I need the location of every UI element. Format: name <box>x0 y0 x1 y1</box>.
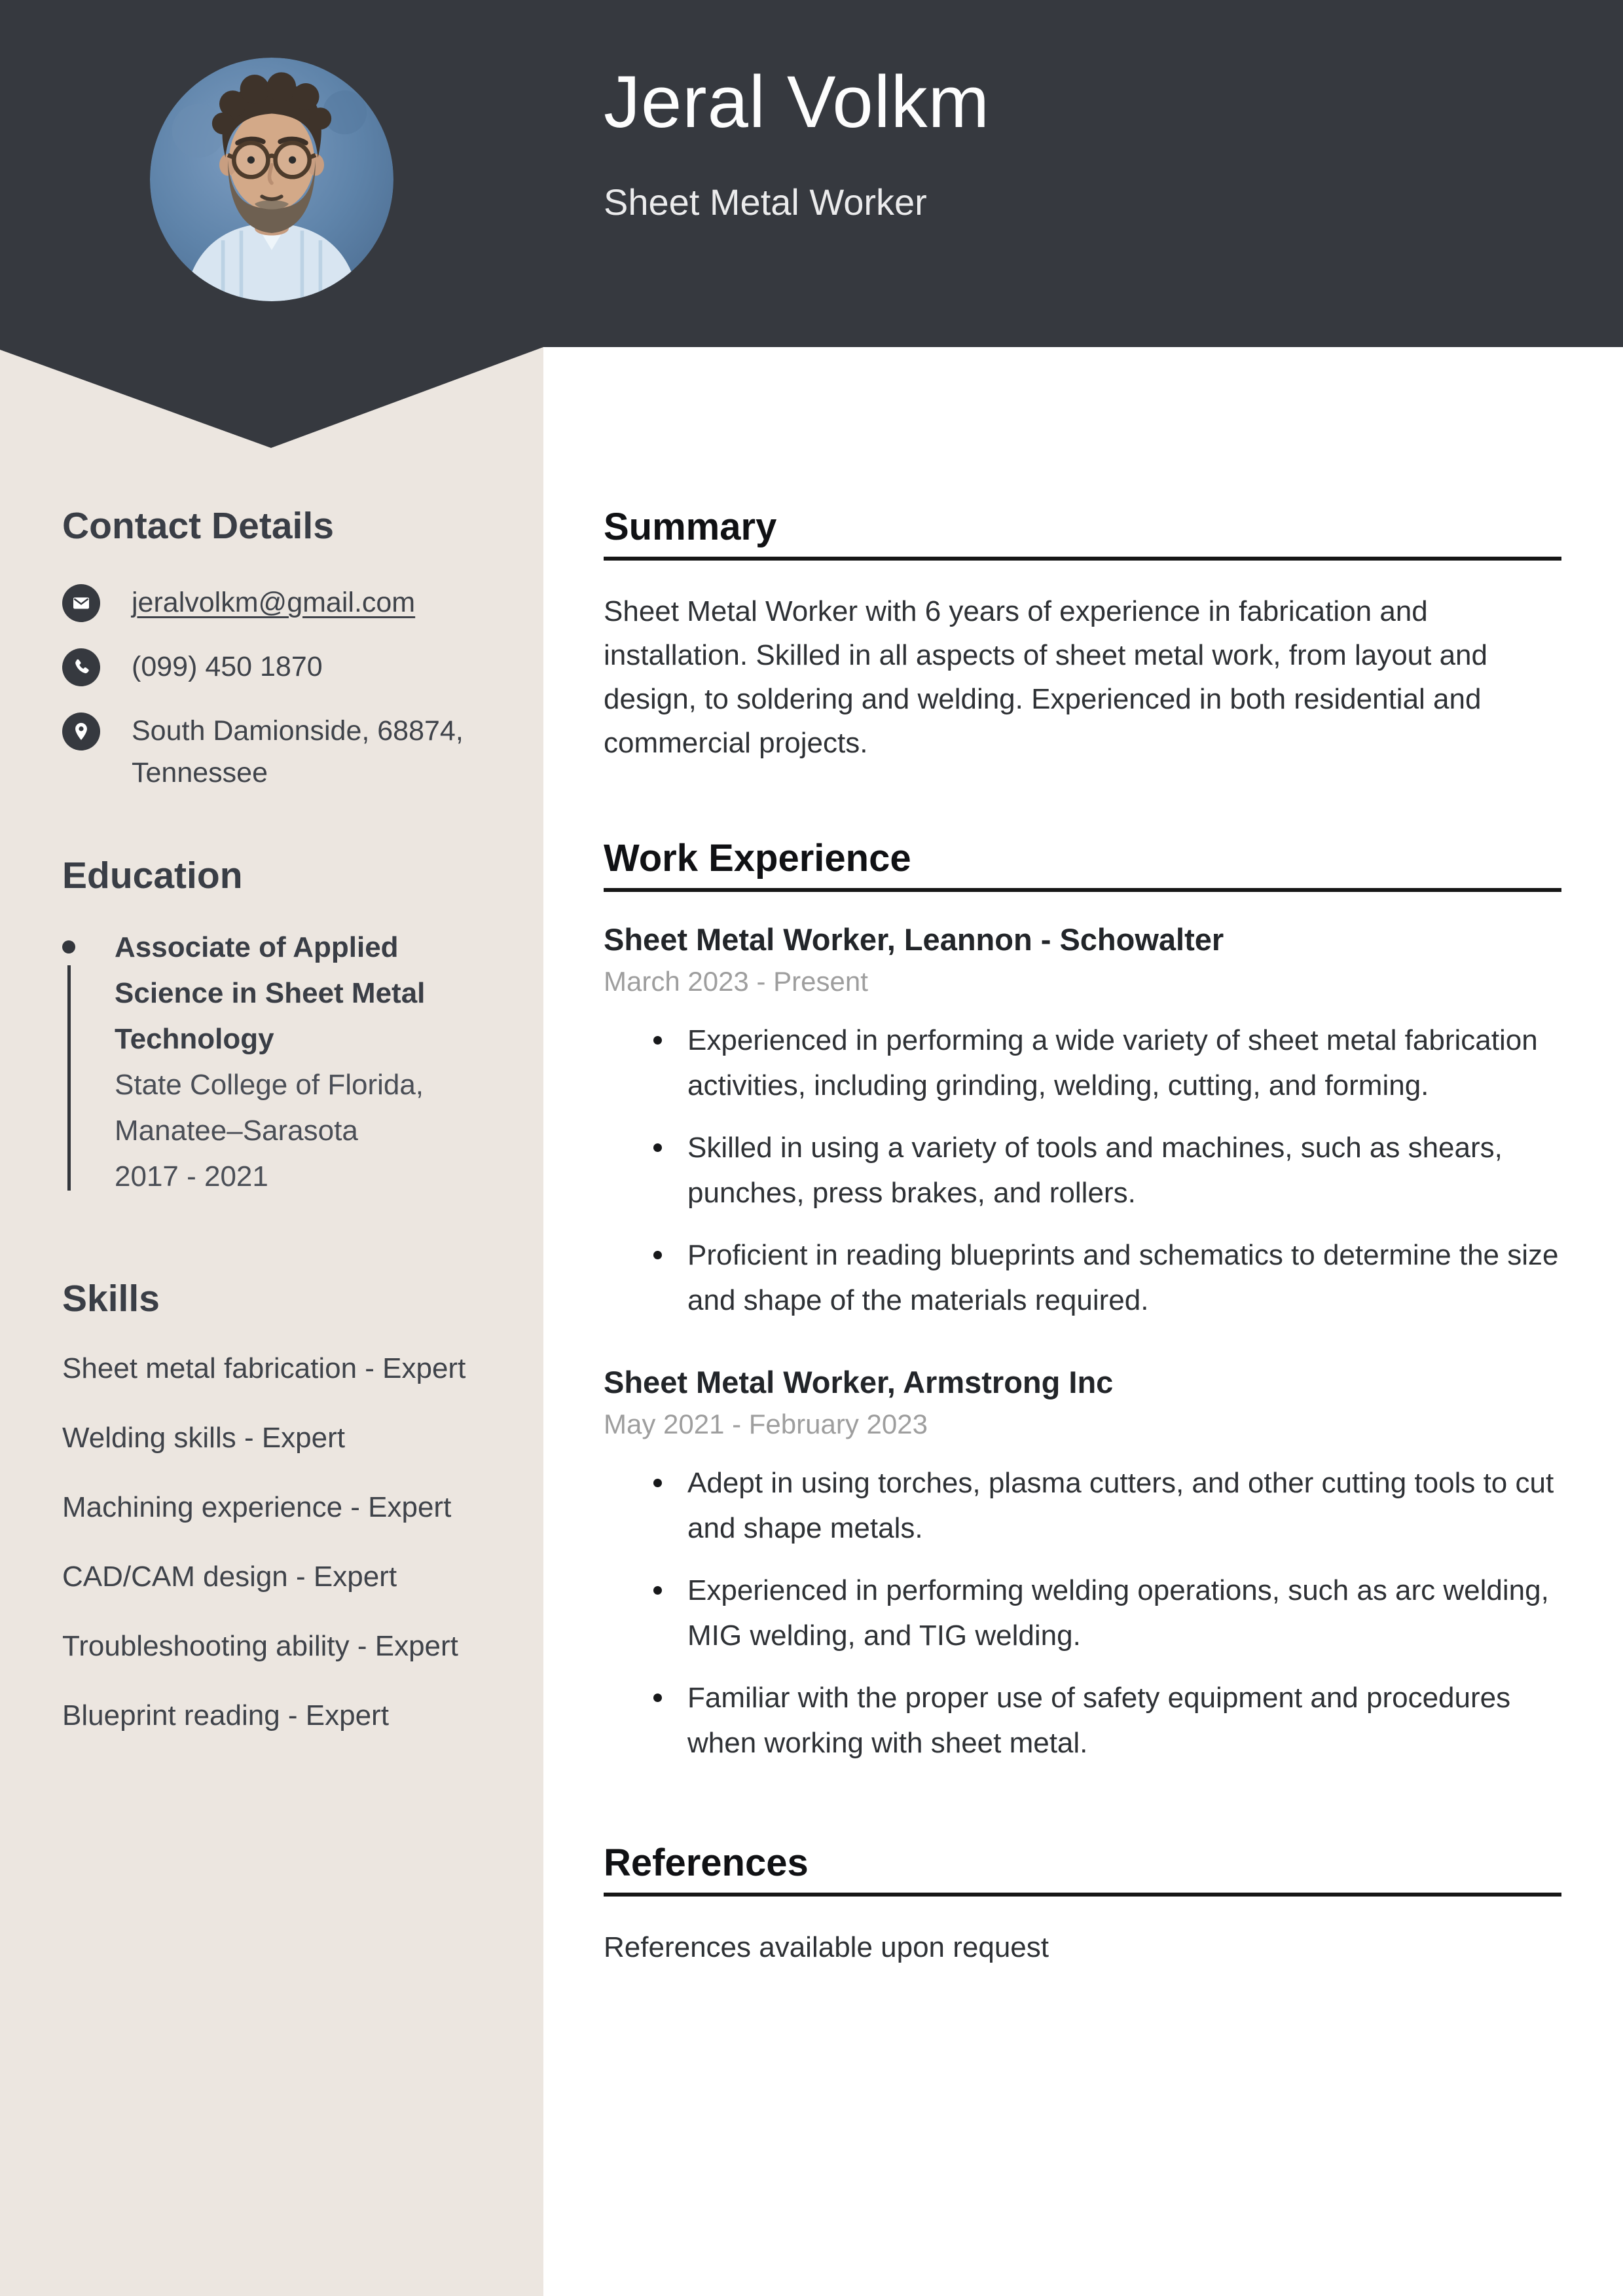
summary-text: Sheet Metal Worker with 6 years of experience in fabrication and installation. Skilled in all aspects of sheet metal work, from layout and design, to soldering and welding. Experienced in both residential and commercial projects. <box>604 595 1487 759</box>
jobs-list <box>604 921 1561 1766</box>
work-experience-section <box>604 837 1561 1766</box>
skill-item: Welding skills - Expert <box>62 1422 345 1454</box>
location-icon <box>62 713 100 750</box>
contact-row <box>62 646 505 688</box>
job-entry <box>604 921 1561 1323</box>
education-entry <box>62 925 505 1200</box>
sidebar-content <box>0 504 543 1763</box>
summary-section <box>604 506 1561 765</box>
contact-row <box>62 582 505 623</box>
skill-item: Blueprint reading - Expert <box>62 1699 389 1731</box>
skills-list <box>62 1346 505 1738</box>
phone-icon <box>62 648 100 686</box>
education-heading: Education <box>62 855 243 897</box>
references-text: References available upon request <box>604 1931 1049 1963</box>
job-bullets <box>604 1018 1561 1323</box>
contact-row <box>62 710 505 794</box>
contact-email-link[interactable]: jeralvolkm@gmail.com <box>132 587 416 618</box>
contact-section <box>62 504 505 794</box>
job-bullet-item: Adept in using torches, plasma cutters, and other cutting tools to cut and shape metals. <box>604 1460 1561 1551</box>
skill-item: Sheet metal fabrication - Expert <box>62 1352 466 1384</box>
references-heading: References <box>604 1842 1561 1897</box>
education-school: State College of Florida, Manatee–Sarasota <box>115 1069 424 1147</box>
job-title: Sheet Metal Worker, Armstrong Inc <box>604 1365 1114 1399</box>
person-job-title: Sheet Metal Worker <box>604 181 927 223</box>
email-icon <box>62 584 100 622</box>
skill-item: Machining experience - Expert <box>62 1491 452 1523</box>
portrait-illustration <box>150 58 393 301</box>
summary-heading: Summary <box>604 506 1561 561</box>
education-section <box>62 854 505 1200</box>
education-years: 2017 - 2021 <box>115 1160 268 1193</box>
job-bullet-item: Experienced in performing a wide variety of sheet metal fabrication activities, including grinding, welding, cutting, and forming. <box>604 1018 1561 1108</box>
skills-section <box>62 1277 505 1738</box>
contact-heading: Contact Details <box>62 505 334 547</box>
contact-list <box>62 582 505 794</box>
job-bullet-item: Proficient in reading blueprints and schematics to determine the size and shape of the materials required. <box>604 1232 1561 1323</box>
job-bullets <box>604 1460 1561 1766</box>
skills-heading: Skills <box>62 1278 160 1320</box>
contact-value: South Damionside, 68874, Tennessee <box>132 715 464 788</box>
person-name: Jeral Volkm <box>604 61 990 143</box>
job-dates: March 2023 - Present <box>604 966 868 997</box>
education-degree: Associate of Applied Science in Sheet Metal Technology <box>115 931 426 1055</box>
work-experience-heading: Work Experience <box>604 837 1561 892</box>
contact-value: (099) 450 1870 <box>132 651 323 682</box>
job-title: Sheet Metal Worker, Leannon - Schowalter <box>604 922 1224 957</box>
job-entry <box>604 1363 1561 1766</box>
job-bullet-item: Skilled in using a variety of tools and machines, such as shears, punches, press brakes, and rollers. <box>604 1125 1561 1215</box>
skill-item: Troubleshooting ability - Expert <box>62 1630 458 1662</box>
skill-item: CAD/CAM design - Expert <box>62 1561 397 1593</box>
job-bullet-item: Familiar with the proper use of safety equipment and procedures when working with sheet metal. <box>604 1675 1561 1766</box>
header-text-block <box>604 63 990 223</box>
job-bullet-item: Experienced in performing welding operations, such as arc welding, MIG welding, and TIG welding. <box>604 1568 1561 1658</box>
profile-photo <box>150 58 393 301</box>
job-dates: May 2021 - February 2023 <box>604 1409 928 1439</box>
references-section <box>604 1842 1561 1969</box>
